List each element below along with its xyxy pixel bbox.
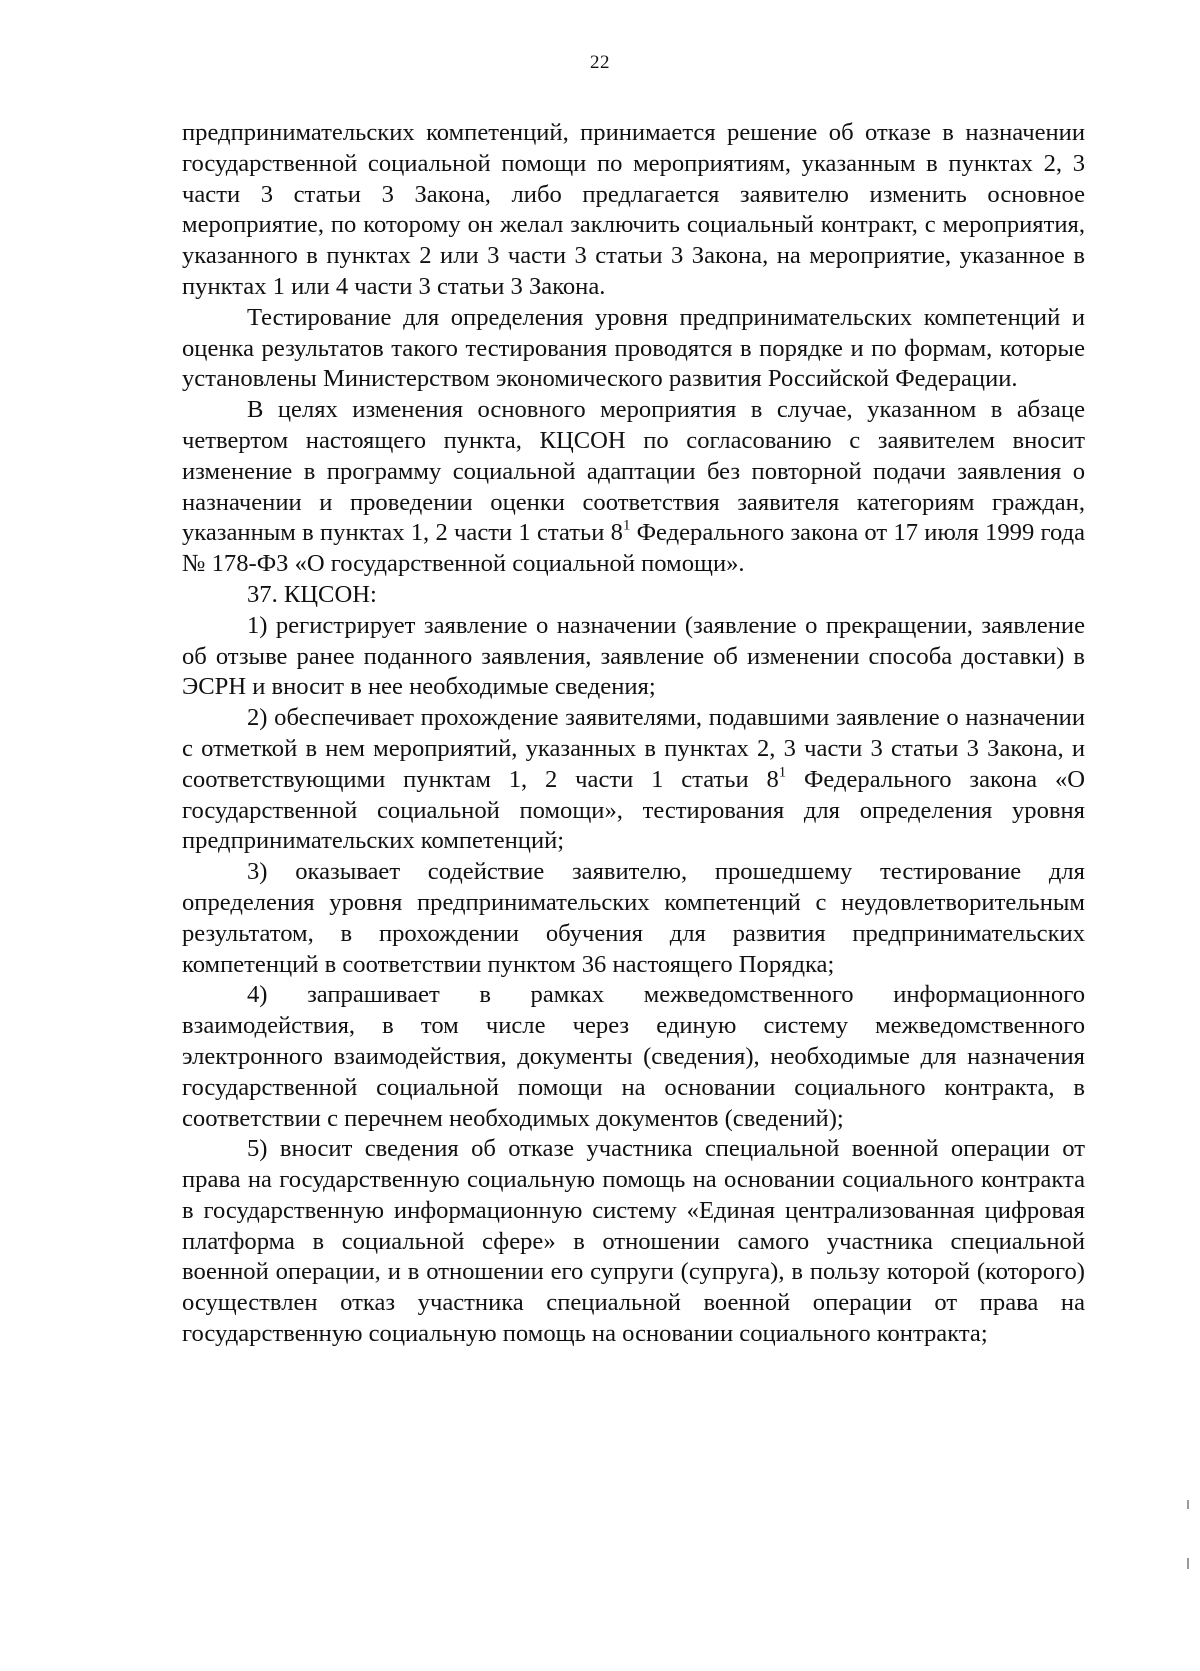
list-item-2-text-1: 2) обеспечивает прохождение заявителями, подавшими заявление о назначении с отметкой в нем мероприятий, указанных в пунктах 2, 3 части 3 статьи 3 Закона, и соответствующими пунктам 1, 2 части 1 статьи 8 [182,704,1085,793]
paragraph-change-activity-text-2: Федерального закона от 17 июля 1999 года № 178-ФЗ «О государственной социальной помощи». [182,519,1086,578]
section-heading-37: 37. КЦСОН: [247,580,377,608]
list-item-2-text-2: Федерального закона «О государственной социальной помощи», тестирования для определения уровня предпринимательских компетенций; [182,765,1085,855]
list-item-2 [182,703,1085,857]
paragraph-continuation: предпринимательских компетенций, принимается решение об отказе в назначении государственной социальной помощи по мероприятиям, указанным в пунктах 2, 3 части 3 статьи 3 Закона, либо предлагается заявителю изменить основное мероприятие, по которому он желал заключить социальный контракт, с мероприятия, указанного в пунктах 2 или 3 части 3 статьи 3 Закона, на мероприятие, указанное в пунктах 1 или 4 части 3 статьи 3 Закона. [182,119,1085,300]
paragraph-change-activity [182,395,1085,580]
list-item-4: 4) запрашивает в рамках межведомственного информационного взаимодействия, в том числе через единую систему межведомственного электронного взаимодействия, документы (сведения), необходимые для назначения государственной социальной помощи на основании социального контракта, в соответствии с перечнем необходимых документов (сведений); [182,981,1085,1132]
superscript-marker: 1 [778,764,787,781]
scan-edge-mark [1187,1558,1189,1569]
paragraph-testing: Тестирование для определения уровня предпринимательских компетенций и оценка результатов такого тестирования проводятся в порядке и по формам, которые установлены Министерством экономического развития Российской Федерации. [182,303,1085,393]
paragraph-change-activity-text-1: В целях изменения основного мероприятия в случае, указанном в абзаце четвертом настоящего пункта, КЦСОН по согласованию с заявителем вносит изменение в программу социальной адаптации без повторной подачи заявления о назначении и проведении оценки соответствия заявителя категориям граждан, указанным в пунктах 1, 2 части 1 статьи 8 [182,396,1085,547]
scan-edge-mark [1187,1500,1189,1509]
page-number: 22 [590,52,610,73]
list-item-5: 5) вносит сведения об отказе участника специальной военной операции от права на государственную социальную помощь на основании социального контракта в государственную информационную систему «Единая централизованная цифровая платформа в социальной сфере» в отношении самого участника специальной военной операции, и в отношении его супруги (супруга), в пользу которой (которого) осуществлен отказ участника специальной военной операции от права на государственную социальную помощь на основании социального контракта; [182,1135,1085,1348]
superscript-marker: 1 [622,518,631,535]
list-item-3: 3) оказывает содействие заявителю, прошедшему тестирование для определения уровня предпринимательских компетенций с неудовлетворительным результатом, в прохождении обучения для развития предпринимательских компетенций в соответствии пунктом 36 настоящего Порядка; [182,858,1085,978]
document-body [182,118,1085,1350]
list-item-1: 1) регистрирует заявление о назначении (заявление о прекращении, заявление об отзыве ранее поданного заявления, заявление об изменении способа доставки) в ЭСРН и вносит в нее необходимые сведения; [182,611,1085,701]
